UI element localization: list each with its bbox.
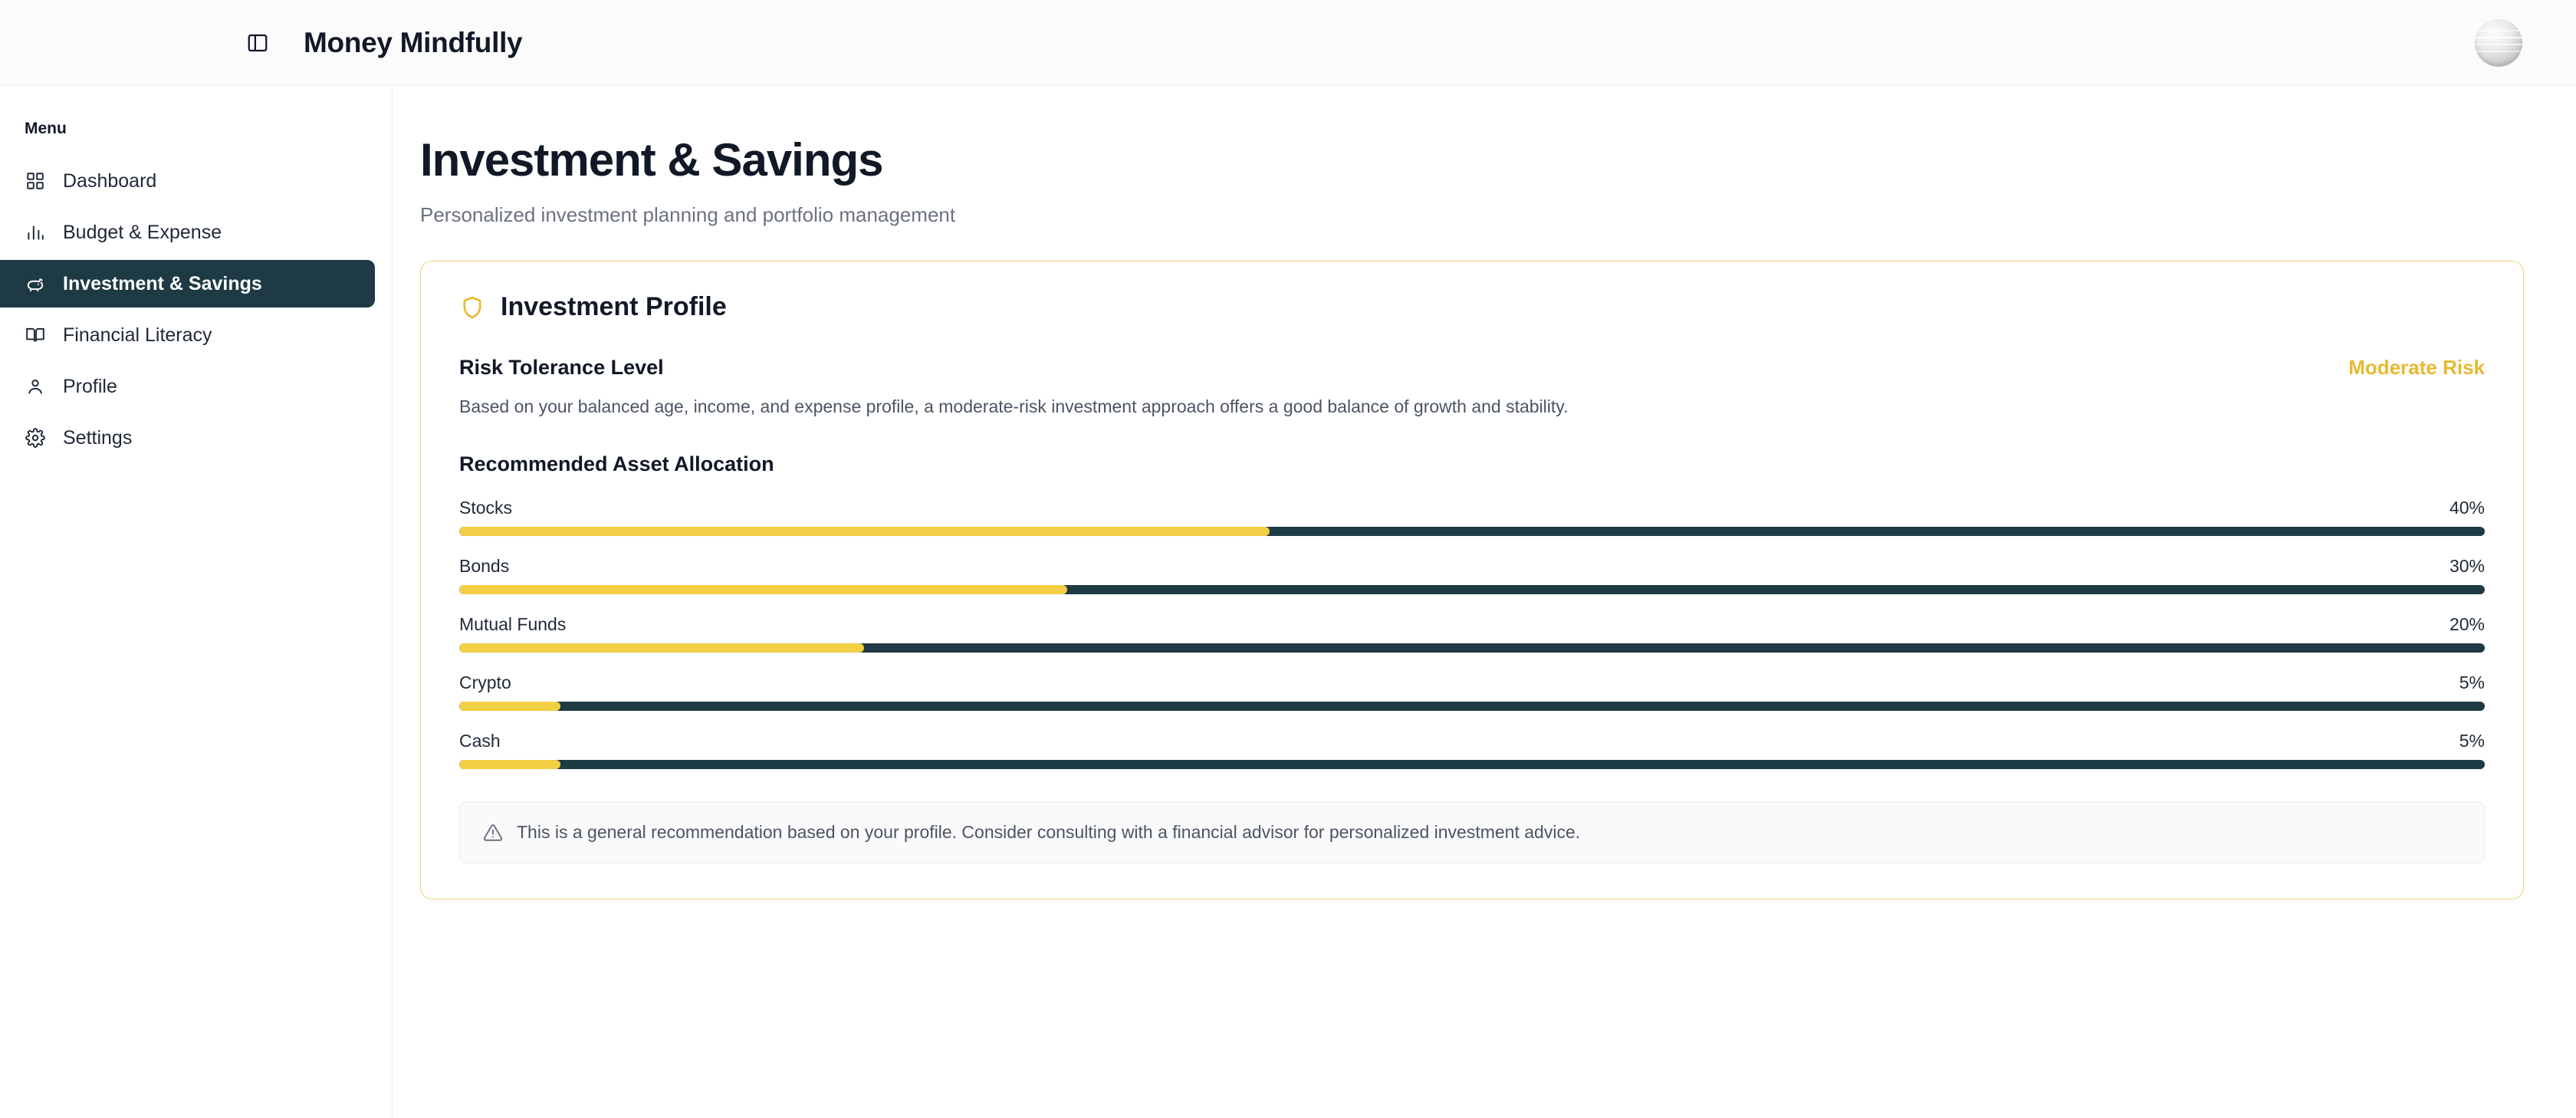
allocation-name: Stocks (459, 498, 513, 518)
sidebar-menu-label: Menu (25, 120, 67, 137)
sidebar-item-label: Profile (63, 375, 117, 397)
disclaimer-text: This is a general recommendation based on your profile. Consider consulting with a financial advisor for personalized investment advice. (517, 822, 1581, 842)
allocation-bar-fill (459, 585, 1067, 594)
allocation-bar-fill (459, 702, 560, 711)
risk-tolerance-description: Based on your balanced age, income, and expense profile, a moderate-risk investment approach offers a good balance of growth and stability. (459, 396, 1569, 416)
risk-tolerance-badge: Moderate Risk (2348, 356, 2485, 379)
allocation-title: Recommended Asset Allocation (459, 452, 774, 475)
grid-icon (25, 170, 46, 192)
allocation-name: Cash (459, 731, 501, 751)
sidebar (0, 86, 393, 1118)
allocation-bar-track (459, 643, 2485, 653)
allocation-bar-track (459, 527, 2485, 536)
sidebar-item-financial-literacy[interactable] (0, 311, 375, 359)
card-header (459, 292, 2485, 322)
piggy-bank-icon (25, 273, 46, 294)
allocation-name: Bonds (459, 556, 510, 576)
sidebar-item-profile[interactable] (0, 363, 375, 410)
sidebar-item-dashboard[interactable] (0, 157, 375, 205)
warning-icon (483, 823, 503, 843)
shield-icon (459, 294, 485, 321)
sidebar-item-label: Budget & Expense (63, 221, 222, 243)
list-item (459, 672, 2485, 711)
allocation-percent: 30% (2449, 556, 2485, 576)
page-title: Investment & Savings (420, 134, 883, 186)
sidebar-item-settings[interactable] (0, 414, 375, 462)
allocation-percent: 5% (2459, 672, 2485, 692)
list-item (459, 731, 2485, 769)
sidebar-item-label: Settings (63, 426, 133, 449)
sidebar-item-label: Financial Literacy (63, 324, 212, 346)
allocation-percent: 5% (2459, 731, 2485, 751)
allocation-name: Crypto (459, 672, 511, 692)
panel-left-icon[interactable] (241, 26, 274, 60)
investment-profile-card (420, 261, 2524, 899)
allocation-list (459, 498, 2485, 769)
allocation-name: Mutual Funds (459, 614, 567, 634)
main-content (393, 86, 2576, 1118)
list-item (459, 556, 2485, 594)
card-title: Investment Profile (501, 292, 727, 321)
allocation-bar-track (459, 585, 2485, 594)
top-bar (0, 0, 2576, 86)
allocation-bar-fill (459, 643, 864, 653)
allocation-bar-track (459, 702, 2485, 711)
allocation-bar-track (459, 760, 2485, 769)
allocation-percent: 40% (2449, 498, 2485, 518)
risk-tolerance-label: Risk Tolerance Level (459, 356, 664, 379)
avatar[interactable] (2475, 19, 2522, 67)
bar-chart-icon (25, 222, 46, 243)
sidebar-item-investment-savings[interactable] (0, 260, 375, 307)
allocation-bar-fill (459, 527, 1270, 536)
sidebar-item-label: Dashboard (63, 169, 157, 192)
book-open-icon (25, 324, 46, 346)
disclaimer-note (459, 801, 2485, 863)
sidebar-item-budget-expense[interactable] (0, 209, 375, 256)
risk-tolerance-row (459, 356, 2485, 380)
gear-icon (25, 427, 46, 449)
page-subtitle: Personalized investment planning and portfolio management (420, 203, 956, 226)
list-item (459, 614, 2485, 653)
allocation-percent: 20% (2449, 614, 2485, 634)
list-item (459, 498, 2485, 536)
allocation-bar-fill (459, 760, 560, 769)
page-body (0, 86, 2576, 1118)
user-icon (25, 376, 46, 397)
sidebar-item-label: Investment & Savings (63, 272, 262, 294)
app-title: Money Mindfully (304, 26, 523, 58)
